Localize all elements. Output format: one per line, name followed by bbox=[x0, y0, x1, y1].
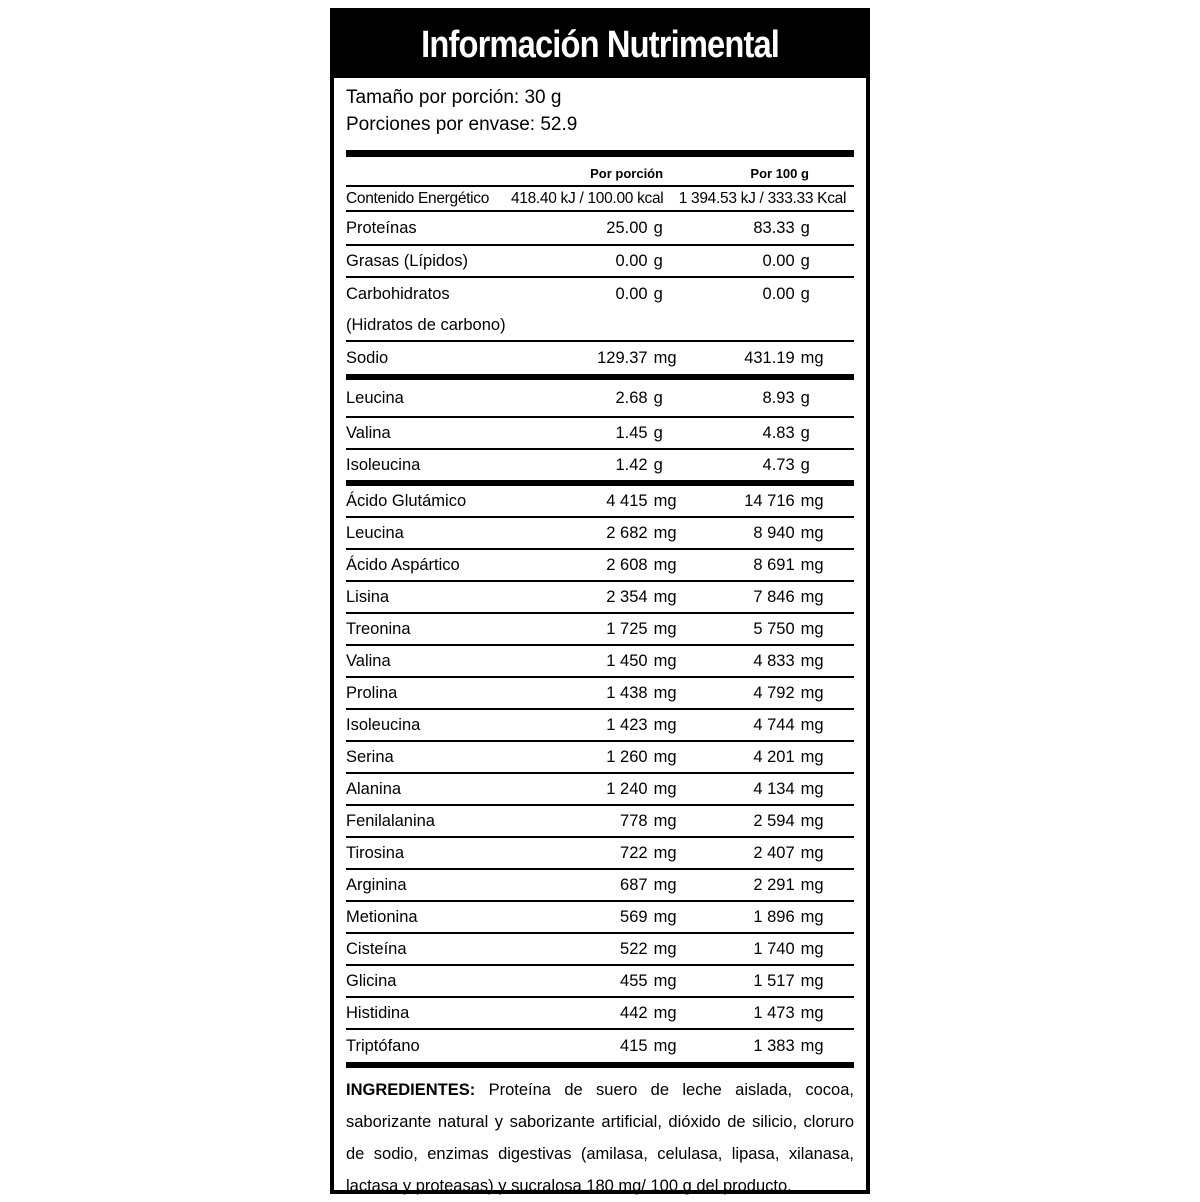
value-unit: g bbox=[800, 423, 810, 442]
value-cell bbox=[705, 588, 854, 607]
value-cell bbox=[548, 620, 706, 639]
nutrient-row bbox=[346, 310, 854, 342]
value-number: 1 725 bbox=[606, 619, 648, 638]
title-bar bbox=[334, 12, 866, 78]
value-unit: g bbox=[653, 251, 663, 270]
value-unit: mg bbox=[800, 555, 824, 574]
nutrient-row bbox=[346, 486, 854, 518]
value-unit: mg bbox=[653, 683, 677, 702]
macros-table bbox=[346, 212, 854, 374]
nutrient-label: Proteínas bbox=[346, 218, 417, 237]
amino-acid-table bbox=[346, 486, 854, 1062]
nutrient-label: Ácido Glutámico bbox=[346, 491, 467, 510]
value-unit: mg bbox=[800, 747, 824, 766]
value-cell bbox=[705, 219, 854, 238]
label-title: Información Nutrimental bbox=[421, 23, 779, 66]
column-header bbox=[346, 157, 854, 187]
nutrient-row bbox=[346, 614, 854, 646]
energy-per-serving: 418.40 kJ / 100.00 kcal bbox=[510, 189, 664, 207]
value-cell bbox=[705, 652, 854, 671]
value-number: 4.83 bbox=[762, 423, 795, 442]
value-unit: mg bbox=[800, 619, 824, 638]
nutrient-row bbox=[346, 966, 854, 998]
value-cell bbox=[705, 1004, 854, 1023]
value-unit: mg bbox=[800, 651, 824, 670]
value-number: 4 415 bbox=[606, 491, 648, 510]
nutrient-label: Glicina bbox=[346, 971, 397, 990]
energy-label: Contenido Energético bbox=[346, 189, 490, 207]
value-cell bbox=[548, 812, 706, 831]
nutrient-row bbox=[346, 342, 854, 374]
energy-per-100g: 1 394.53 kJ / 333.33 Kcal bbox=[678, 189, 847, 207]
value-cell bbox=[548, 1037, 706, 1056]
value-cell bbox=[548, 588, 706, 607]
value-number: 1 383 bbox=[753, 1036, 795, 1055]
value-number: 455 bbox=[620, 971, 648, 990]
value-cell bbox=[705, 1037, 854, 1056]
value-unit: g bbox=[800, 388, 810, 407]
value-number: 1 740 bbox=[753, 939, 795, 958]
nutrient-label: Lisina bbox=[346, 587, 390, 606]
nutrient-label: Ácido Aspártico bbox=[346, 555, 460, 574]
value-cell bbox=[705, 812, 854, 831]
value-unit: mg bbox=[800, 843, 824, 862]
value-cell bbox=[705, 524, 854, 543]
value-number: 129.37 bbox=[597, 348, 648, 367]
value-number: 1.45 bbox=[615, 423, 648, 442]
nutrient-label: Metionina bbox=[346, 907, 418, 926]
value-number: 8 940 bbox=[753, 523, 795, 542]
nutrient-label: Isoleucina bbox=[346, 715, 421, 734]
value-cell bbox=[548, 524, 706, 543]
value-number: 4 833 bbox=[753, 651, 795, 670]
value-cell bbox=[548, 492, 706, 511]
value-cell bbox=[705, 684, 854, 703]
value-cell bbox=[548, 876, 706, 895]
value-number: 1 473 bbox=[753, 1003, 795, 1022]
value-unit: mg bbox=[800, 491, 824, 510]
value-cell bbox=[548, 1004, 706, 1023]
value-cell bbox=[548, 424, 706, 443]
value-unit: g bbox=[800, 218, 810, 237]
value-unit: mg bbox=[653, 619, 677, 638]
value-number: 1.42 bbox=[615, 455, 648, 474]
value-number: 1 517 bbox=[753, 971, 795, 990]
value-number: 687 bbox=[620, 875, 648, 894]
value-unit: mg bbox=[800, 523, 824, 542]
value-unit: mg bbox=[800, 939, 824, 958]
nutrient-row bbox=[346, 646, 854, 678]
nutrient-label: Prolina bbox=[346, 683, 398, 702]
value-cell bbox=[548, 716, 706, 735]
nutrient-row bbox=[346, 742, 854, 774]
nutrient-label: Leucina bbox=[346, 388, 404, 407]
value-cell bbox=[705, 940, 854, 959]
value-cell bbox=[548, 349, 706, 368]
value-unit: g bbox=[653, 388, 663, 407]
value-number: 522 bbox=[620, 939, 648, 958]
value-unit: mg bbox=[653, 779, 677, 798]
nutrient-label: Alanina bbox=[346, 779, 402, 798]
value-number: 25.00 bbox=[606, 218, 648, 237]
serving-size: Tamaño por porción: 30 g bbox=[346, 87, 562, 108]
value-number: 4 134 bbox=[753, 779, 795, 798]
nutrient-row bbox=[346, 870, 854, 902]
divider-thick bbox=[346, 150, 854, 157]
value-number: 431.19 bbox=[744, 348, 795, 367]
value-cell bbox=[548, 389, 706, 408]
nutrient-row bbox=[346, 710, 854, 742]
value-cell bbox=[705, 748, 854, 767]
nutrient-row bbox=[346, 550, 854, 582]
serving-info bbox=[346, 84, 854, 138]
value-number: 7 846 bbox=[753, 587, 795, 606]
value-unit: g bbox=[653, 423, 663, 442]
nutrient-label: Carbohidratos bbox=[346, 284, 450, 303]
value-cell bbox=[705, 456, 854, 475]
value-cell bbox=[548, 252, 706, 271]
value-unit: mg bbox=[800, 587, 824, 606]
nutrient-row bbox=[346, 774, 854, 806]
value-cell bbox=[548, 456, 706, 475]
value-unit: g bbox=[653, 455, 663, 474]
value-unit: mg bbox=[653, 939, 677, 958]
nutrient-row bbox=[346, 418, 854, 450]
nutrient-label: Leucina bbox=[346, 523, 404, 542]
nutrient-label: Arginina bbox=[346, 875, 407, 894]
value-number: 14 716 bbox=[744, 491, 795, 510]
value-cell bbox=[548, 844, 706, 863]
servings-per-container: Porciones por envase: 52.9 bbox=[346, 114, 578, 135]
value-unit: mg bbox=[653, 491, 677, 510]
value-unit: mg bbox=[653, 555, 677, 574]
nutrient-row bbox=[346, 278, 854, 310]
value-unit: mg bbox=[800, 348, 824, 367]
nutrient-row bbox=[346, 212, 854, 246]
value-number: 0.00 bbox=[762, 284, 795, 303]
value-cell bbox=[705, 389, 854, 408]
value-cell bbox=[548, 556, 706, 575]
value-unit: g bbox=[800, 251, 810, 270]
value-number: 1 240 bbox=[606, 779, 648, 798]
value-number: 8.93 bbox=[762, 388, 795, 407]
value-number: 2 594 bbox=[753, 811, 795, 830]
value-cell bbox=[705, 780, 854, 799]
value-cell bbox=[548, 748, 706, 767]
value-number: 569 bbox=[620, 907, 648, 926]
value-cell bbox=[705, 285, 854, 304]
value-cell bbox=[548, 972, 706, 991]
value-cell bbox=[548, 652, 706, 671]
value-cell bbox=[548, 684, 706, 703]
nutrient-label: Triptófano bbox=[346, 1036, 420, 1055]
value-number: 2.68 bbox=[615, 388, 648, 407]
value-number: 4.73 bbox=[762, 455, 795, 474]
value-number: 442 bbox=[620, 1003, 648, 1022]
value-cell bbox=[548, 780, 706, 799]
value-number: 5 750 bbox=[753, 619, 795, 638]
value-number: 4 744 bbox=[753, 715, 795, 734]
value-unit: mg bbox=[800, 811, 824, 830]
nutrient-row bbox=[346, 838, 854, 870]
nutrient-row bbox=[346, 518, 854, 550]
value-unit: mg bbox=[653, 587, 677, 606]
value-unit: mg bbox=[653, 1036, 677, 1055]
value-number: 1 423 bbox=[606, 715, 648, 734]
nutrient-label: Histidina bbox=[346, 1003, 410, 1022]
value-unit: mg bbox=[653, 348, 677, 367]
bcaa-table bbox=[346, 380, 854, 480]
value-cell bbox=[548, 908, 706, 927]
value-cell bbox=[548, 285, 706, 304]
nutrient-row bbox=[346, 246, 854, 278]
value-number: 4 201 bbox=[753, 747, 795, 766]
nutrient-row bbox=[346, 582, 854, 614]
value-unit: mg bbox=[800, 683, 824, 702]
value-number: 2 682 bbox=[606, 523, 648, 542]
label-body bbox=[346, 78, 854, 1202]
value-number: 1 896 bbox=[753, 907, 795, 926]
nutrient-label: Valina bbox=[346, 423, 391, 442]
value-number: 2 608 bbox=[606, 555, 648, 574]
value-number: 1 450 bbox=[606, 651, 648, 670]
value-cell bbox=[705, 908, 854, 927]
nutrient-row bbox=[346, 1030, 854, 1062]
nutrient-label: Sodio bbox=[346, 348, 389, 367]
value-cell bbox=[705, 349, 854, 368]
value-cell bbox=[705, 556, 854, 575]
value-cell bbox=[705, 492, 854, 511]
value-number: 2 407 bbox=[753, 843, 795, 862]
value-cell bbox=[548, 940, 706, 959]
value-unit: mg bbox=[653, 523, 677, 542]
value-unit: mg bbox=[800, 779, 824, 798]
nutrient-label: (Hidratos de carbono) bbox=[346, 315, 506, 334]
value-unit: g bbox=[800, 455, 810, 474]
value-cell bbox=[705, 620, 854, 639]
value-number: 8 691 bbox=[753, 555, 795, 574]
value-number: 415 bbox=[620, 1036, 648, 1055]
nutrient-label: Treonina bbox=[346, 619, 411, 638]
nutrition-label bbox=[330, 8, 870, 1194]
nutrient-label: Isoleucina bbox=[346, 455, 421, 474]
value-cell bbox=[705, 424, 854, 443]
nutrient-label: Serina bbox=[346, 747, 394, 766]
value-cell bbox=[705, 876, 854, 895]
value-number: 2 291 bbox=[753, 875, 795, 894]
value-unit: g bbox=[653, 218, 663, 237]
ingredients-text: Proteína de suero de leche aislada, cocoa, saborizante natural y saborizante artificial, dióxido de silicio, cloruro de sodio, enzimas digestivas (amilasa, celulasa, lipasa, xilanasa, lactasa y proteasas) y sucralosa 180 mg/ 100 g del producto. bbox=[346, 1081, 854, 1195]
value-unit: mg bbox=[653, 1003, 677, 1022]
nutrient-row bbox=[346, 998, 854, 1030]
value-number: 4 792 bbox=[753, 683, 795, 702]
value-cell bbox=[705, 716, 854, 735]
nutrient-row bbox=[346, 806, 854, 838]
nutrient-label: Cisteína bbox=[346, 939, 407, 958]
ingredients-heading: INGREDIENTES: bbox=[346, 1081, 476, 1099]
value-cell bbox=[705, 252, 854, 271]
value-unit: mg bbox=[653, 971, 677, 990]
value-unit: mg bbox=[800, 1036, 824, 1055]
value-cell bbox=[705, 972, 854, 991]
divider-thick bbox=[346, 1062, 854, 1068]
value-unit: mg bbox=[653, 843, 677, 862]
value-number: 0.00 bbox=[762, 251, 795, 270]
value-unit: g bbox=[653, 284, 663, 303]
value-unit: mg bbox=[653, 715, 677, 734]
column-per-serving: Por porción bbox=[590, 166, 664, 181]
value-unit: mg bbox=[800, 971, 824, 990]
nutrient-row bbox=[346, 380, 854, 418]
value-number: 2 354 bbox=[606, 587, 648, 606]
value-number: 1 438 bbox=[606, 683, 648, 702]
value-unit: mg bbox=[653, 747, 677, 766]
nutrient-row bbox=[346, 902, 854, 934]
nutrient-label: Valina bbox=[346, 651, 391, 670]
ingredients bbox=[346, 1074, 854, 1202]
value-unit: mg bbox=[800, 875, 824, 894]
value-cell bbox=[705, 844, 854, 863]
value-cell bbox=[548, 219, 706, 238]
value-number: 0.00 bbox=[615, 251, 648, 270]
nutrient-label: Tirosina bbox=[346, 843, 405, 862]
nutrient-label: Fenilalanina bbox=[346, 811, 435, 830]
column-per-100g: Por 100 g bbox=[750, 166, 809, 181]
value-unit: mg bbox=[653, 875, 677, 894]
value-number: 83.33 bbox=[753, 218, 795, 237]
value-unit: mg bbox=[653, 907, 677, 926]
energy-row bbox=[346, 187, 854, 212]
value-unit: mg bbox=[653, 811, 677, 830]
value-unit: mg bbox=[800, 1003, 824, 1022]
value-unit: mg bbox=[800, 715, 824, 734]
value-number: 722 bbox=[620, 843, 648, 862]
nutrient-row bbox=[346, 934, 854, 966]
value-number: 1 260 bbox=[606, 747, 648, 766]
value-number: 0.00 bbox=[615, 284, 648, 303]
value-unit: mg bbox=[653, 651, 677, 670]
value-unit: mg bbox=[800, 907, 824, 926]
nutrient-row bbox=[346, 678, 854, 710]
value-number: 778 bbox=[620, 811, 648, 830]
nutrient-label: Grasas (Lípidos) bbox=[346, 251, 468, 270]
nutrient-row bbox=[346, 450, 854, 480]
value-unit: g bbox=[800, 284, 810, 303]
